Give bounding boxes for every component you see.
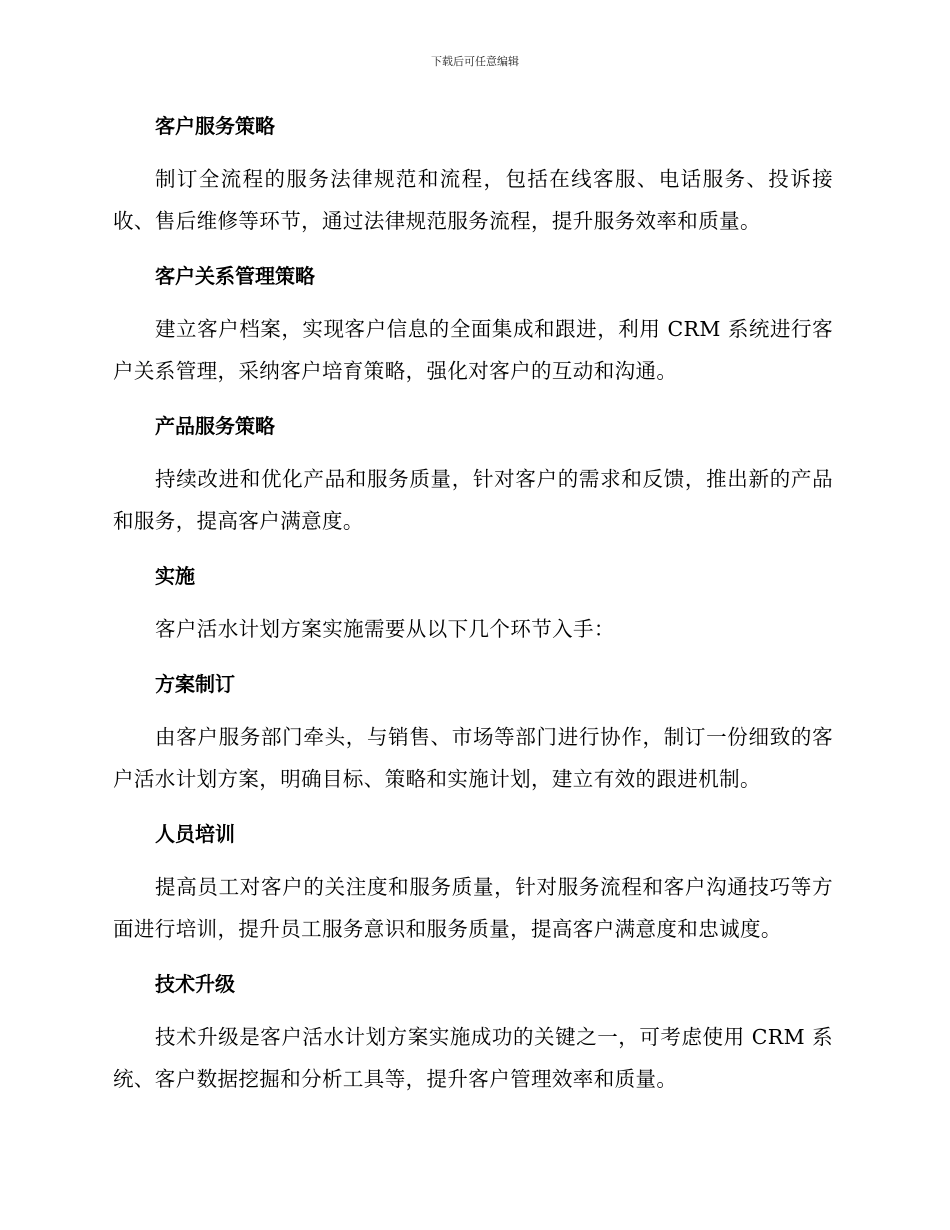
section-implementation xyxy=(113,558,833,650)
section-paragraph: 客户活水计划方案实施需要从以下几个环节入手： xyxy=(155,617,615,641)
section-paragraph: 持续改进和优化产品和服务质量，针对客户的需求和反馈，推出新的产品和服务，提高客户满意度。 xyxy=(113,467,833,533)
section-heading: 产品服务策略 xyxy=(155,414,275,438)
page-header-note: 下载后可任意编辑 xyxy=(431,55,519,68)
section-paragraph: 提高员工对客户的关注度和服务质量，针对服务流程和客户沟通技巧等方面进行培训，提升员工服务意识和服务质量，提高客户满意度和忠诚度。 xyxy=(113,875,833,941)
section-plan-formulation xyxy=(113,666,833,800)
section-heading: 客户服务策略 xyxy=(155,114,275,138)
section-staff-training xyxy=(113,816,833,950)
section-heading: 技术升级 xyxy=(155,972,235,996)
section-heading: 实施 xyxy=(155,564,195,588)
section-heading: 人员培训 xyxy=(155,822,235,846)
section-paragraph: 由客户服务部门牵头，与销售、市场等部门进行协作，制订一份细致的客户活水计划方案，明确目标、策略和实施计划，建立有效的跟进机制。 xyxy=(113,725,833,791)
section-paragraph: 建立客户档案，实现客户信息的全面集成和跟进，利用 CRM 系统进行客户关系管理，采纳客户培育策略，强化对客户的互动和沟通。 xyxy=(113,317,833,383)
section-crm-strategy xyxy=(113,258,833,392)
section-paragraph: 制订全流程的服务法律规范和流程，包括在线客服、电话服务、投诉接收、售后维修等环节，通过法律规范服务流程，提升服务效率和质量。 xyxy=(113,167,833,233)
document-body xyxy=(113,108,833,1116)
section-heading: 客户关系管理策略 xyxy=(155,264,315,288)
section-tech-upgrade xyxy=(113,966,833,1100)
section-customer-service-strategy xyxy=(113,108,833,242)
section-product-service-strategy xyxy=(113,408,833,542)
section-heading: 方案制订 xyxy=(155,672,235,696)
section-paragraph: 技术升级是客户活水计划方案实施成功的关键之一，可考虑使用 CRM 系统、客户数据挖掘和分析工具等，提升客户管理效率和质量。 xyxy=(113,1025,833,1091)
